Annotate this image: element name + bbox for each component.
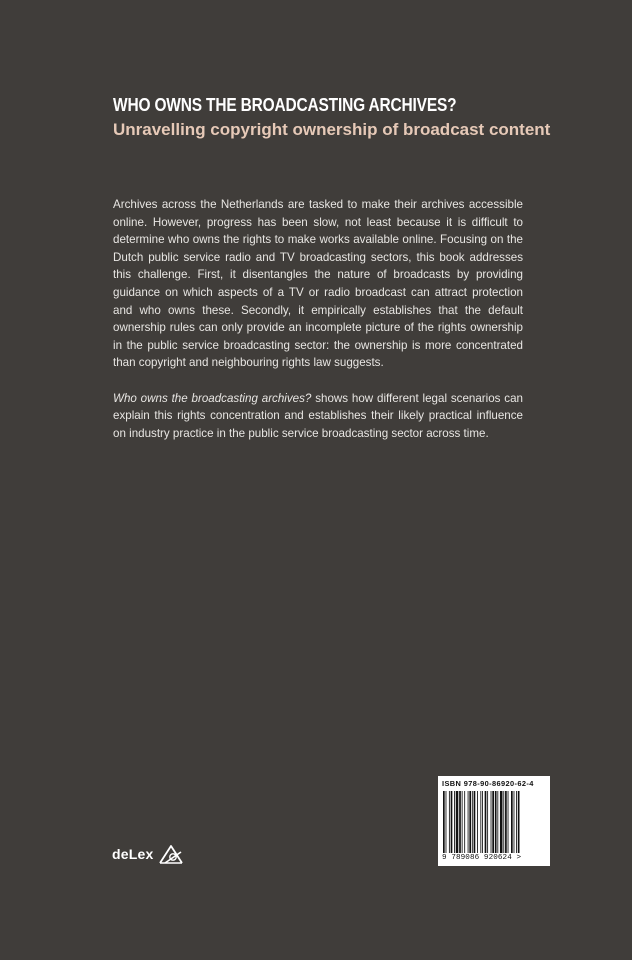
blurb: [113, 196, 523, 442]
book-title: WHO OWNS THE BROADCASTING ARCHIVES?: [113, 95, 457, 115]
book-subtitle: Unravelling copyright ownership of broadcast content: [113, 120, 551, 139]
blurb-paragraph-2: [113, 390, 523, 443]
isbn-label: ISBN 978-90-86920-62-4: [442, 779, 534, 788]
isbn-barcode: [438, 776, 550, 866]
blurb-paragraph-2-text: shows how different legal scenarios can explain this rights concentration and establishes their likely practical influence on industry practice in the public service broadcasting sector across time.: [113, 391, 523, 440]
publisher-mark: [112, 843, 185, 865]
delex-logo-icon: [157, 843, 185, 865]
barcode-bars-icon: [442, 791, 546, 853]
blurb-italic-title: Who owns the broadcasting archives?: [113, 391, 312, 405]
barcode-digits: 9 789086 920624 >: [442, 854, 522, 862]
publisher-name: deLex: [112, 846, 154, 862]
blurb-paragraph-1: Archives across the Netherlands are tasked to make their archives accessible online. However, progress has been slow, not least because it is difficult to determine who owns the rights to make works available online. Focusing on the Dutch public service radio and TV broadcasting sectors, this book addresses this challenge. First, it disentangles the nature of broadcasts by providing guidance on which aspects of a TV or radio broadcast can attract protection and who owns these. Secondly, it empirically establishes that the default ownership rules can only provide an incomplete picture of the rights ownership in the public service broadcasting sector: the ownership is more concentrated than copyright and neighbouring rights law suggests.: [113, 198, 523, 370]
